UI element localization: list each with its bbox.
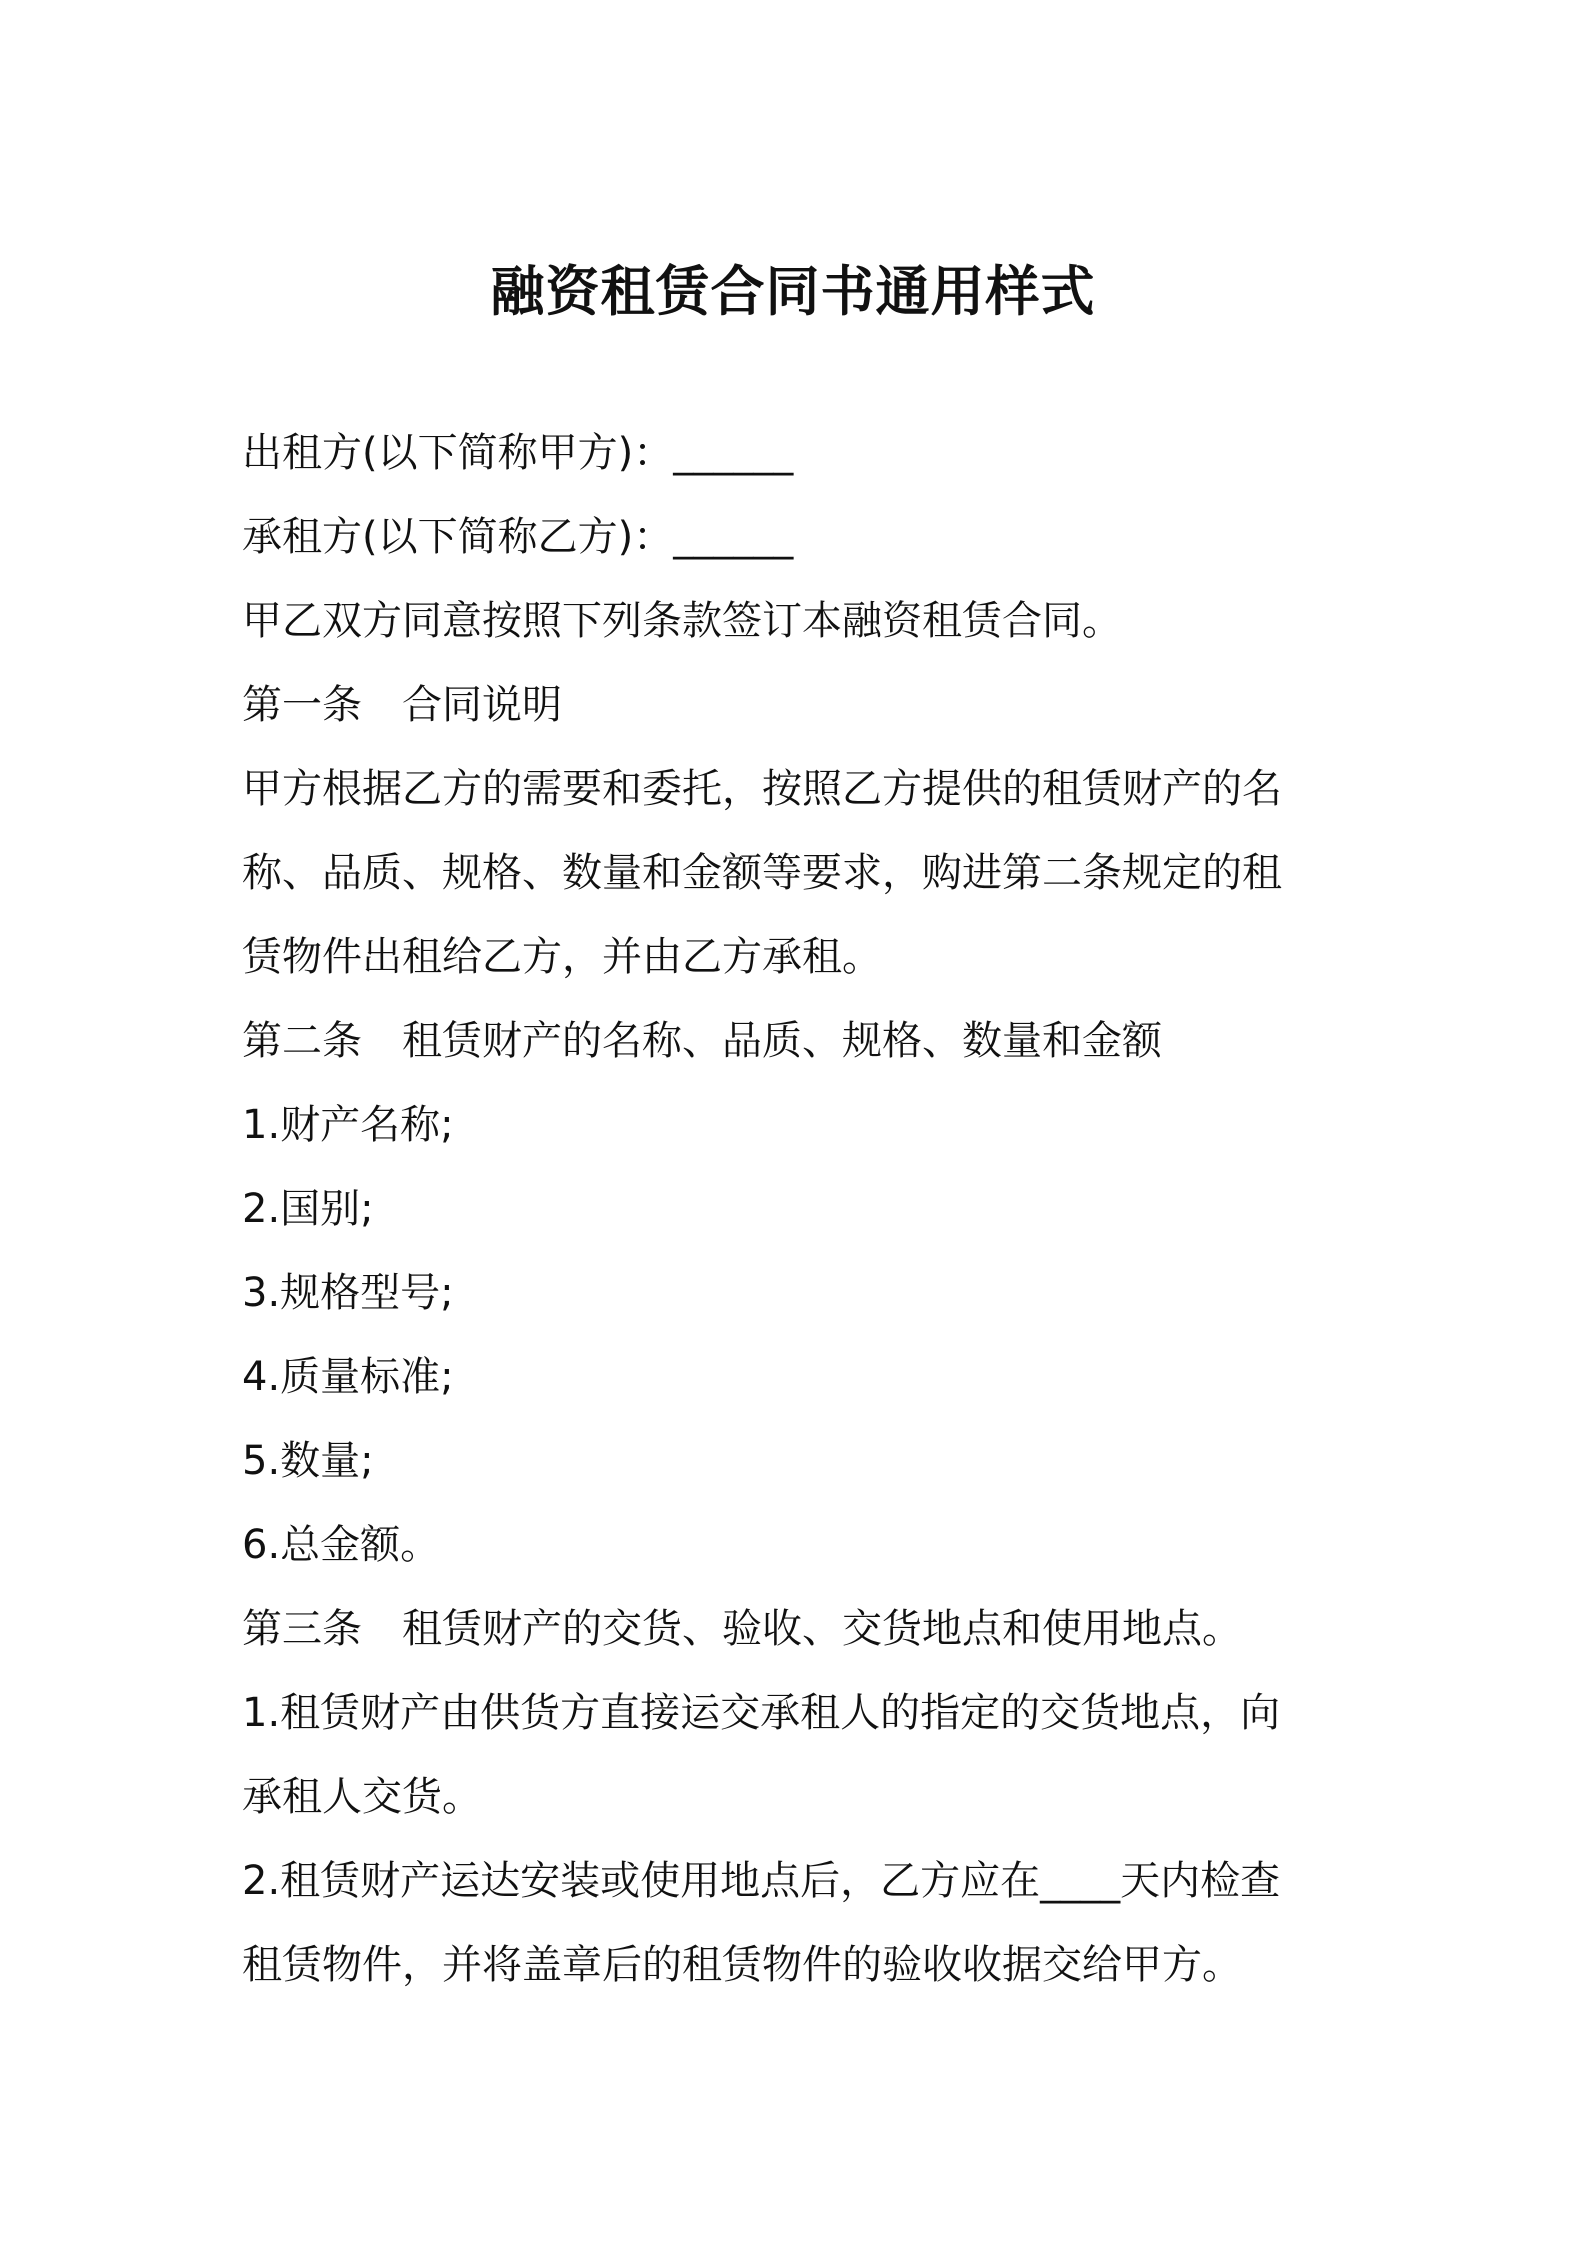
agreement-intro: 甲乙双方同意按照下列条款签订本融资租赁合同。 — [242, 598, 1122, 644]
article-3-item-2-line-2: 租赁物件，并将盖章后的租赁物件的验收收据交给甲方。 — [242, 1942, 1242, 1988]
article-3-item-1-line-1: 1.租赁财产由供货方直接运交承租人的指定的交货地点，向 — [242, 1690, 1281, 1736]
document-body — [242, 411, 1362, 2007]
party-b-line: 承租方(以下简称乙方)：______ — [242, 514, 794, 560]
article-1-text-line-1: 甲方根据乙方的需要和委托，按照乙方提供的租赁财产的名 — [242, 766, 1282, 812]
article-1-text-line-2: 称、品质、规格、数量和金额等要求，购进第二条规定的租 — [242, 850, 1282, 896]
article-3-item-1-line-2: 承租人交货。 — [242, 1774, 482, 1820]
article-2-item-1: 1.财产名称; — [242, 1102, 454, 1148]
article-2-item-6: 6.总金额。 — [242, 1522, 441, 1568]
article-2-item-2: 2.国别; — [242, 1186, 374, 1232]
document-title: 融资租赁合同书通用样式 — [490, 260, 1096, 323]
article-2-item-3: 3.规格型号; — [242, 1270, 454, 1316]
party-a-line: 出租方(以下简称甲方)：______ — [242, 430, 794, 476]
article-1-heading: 第一条 合同说明 — [242, 682, 562, 728]
article-2-item-5: 5.数量; — [242, 1438, 374, 1484]
article-2-heading: 第二条 租赁财产的名称、品质、规格、数量和金额 — [242, 1018, 1162, 1064]
article-3-item-2-line-1: 2.租赁财产运达安装或使用地点后，乙方应在____天内检查 — [242, 1858, 1281, 1904]
article-1-text-line-3: 赁物件出租给乙方，并由乙方承租。 — [242, 934, 882, 980]
article-3-heading: 第三条 租赁财产的交货、验收、交货地点和使用地点。 — [242, 1606, 1242, 1652]
article-2-item-4: 4.质量标准; — [242, 1354, 454, 1400]
